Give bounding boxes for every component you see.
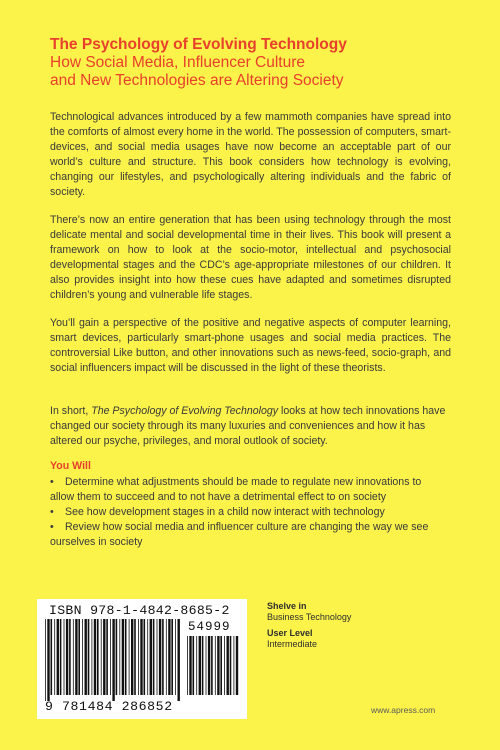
price-code: 54999: [188, 620, 231, 634]
barcode-bar: [103, 619, 105, 695]
barcode-bar: [69, 619, 71, 695]
list-item-text: ourselves in society: [50, 536, 143, 549]
subtitle-line: How Social Media, Influencer Culture: [50, 54, 306, 71]
barcode-bar: [88, 619, 90, 695]
list-item: [50, 490, 470, 505]
user-level-label: User Level: [267, 628, 313, 638]
barcode-bar: [202, 636, 204, 695]
list-item: [50, 505, 470, 520]
barcode-bar: [85, 619, 87, 695]
barcode-bar: [73, 619, 74, 695]
you-will-list: [50, 475, 470, 550]
barcode-bar: [110, 619, 111, 695]
bullet-icon: •: [50, 476, 54, 488]
barcode-bar: [147, 619, 148, 695]
barcode-bar: [159, 619, 161, 695]
barcode-bar: [234, 636, 235, 695]
barcode-bar: [97, 619, 99, 695]
barcode-bar: [162, 619, 164, 695]
barcode-bar: [125, 619, 127, 695]
barcode-bar: [131, 619, 133, 695]
barcode-bar: [129, 619, 130, 695]
barcode-bar: [138, 619, 139, 695]
barcode-bar: [153, 619, 155, 695]
description-paragraph: You’ll gain a perspective of the positive and negative aspects of computer learning, smart devices, particularly smart-phone usages and social media practices. The controversial Like button, and other innovations such as news-feed, socio-graph, and social influencers impact will be discussed in the light of these theorists.: [50, 317, 451, 375]
summary-paragraph: [50, 404, 451, 449]
shelve-in-block: [267, 601, 351, 623]
list-item-text: Determine what adjustments should be made to regulate new innovations to: [65, 476, 422, 488]
barcode-bar: [150, 619, 152, 695]
barcode-bar: [92, 619, 93, 695]
list-item-text: Review how social media and influencer culture are changing the way we see: [65, 521, 429, 534]
list-item-text: allow them to succeed and to not have a detrimental effect to on society: [50, 491, 387, 504]
summary-prefix: In short,: [50, 405, 92, 417]
bullet-icon: •: [50, 506, 54, 519]
isbn-label: ISBN 978-1-4842-8685-2: [49, 603, 230, 618]
barcode-bar: [217, 636, 219, 695]
barcode-bar: [54, 619, 55, 695]
user-level-block: [267, 628, 317, 650]
barcode-bar: [168, 619, 170, 695]
list-item-text: See how development stages in a child now interact with technology: [65, 506, 385, 519]
barcode-bar: [57, 619, 59, 695]
ean-digits: 9 781484 286852: [45, 699, 173, 714]
barcode-bar: [199, 636, 201, 695]
barcode-bar: [224, 636, 225, 695]
barcode-bar: [78, 619, 80, 695]
barcode-bar: [166, 619, 167, 695]
barcode-bar: [51, 619, 53, 695]
shelve-in-value: Business Technology: [267, 612, 352, 622]
list-item: [50, 520, 470, 535]
barcode-bar: [106, 619, 108, 695]
barcode-bar: [236, 636, 238, 695]
description-paragraph: Technological advances introduced by a few mammoth companies have spread into the comforts of almost every home in the world. The possession of computers, smart-devices, and social media usages have now become an acceptable part of our world’s culture and structure. This book considers how technology is evolving, changing our lifestyles, and psychologically altering individuals and the fabric of society.: [50, 111, 451, 199]
barcode-bar: [45, 619, 46, 701]
barcode-bar: [47, 619, 49, 701]
summary-suffix: looks at how tech innovations have changed our society through its many luxuries and conveniences and how it has altered our psyche, privileges, and moral outlook of society.: [50, 405, 446, 448]
bullet-icon: •: [50, 521, 54, 534]
price-barcode-bars: [187, 636, 239, 701]
barcode-bar: [140, 619, 142, 695]
barcode-bar: [175, 619, 176, 695]
barcode-bar: [82, 619, 83, 695]
barcode-bar: [211, 636, 213, 695]
barcode-bar: [208, 636, 210, 695]
barcode-bar: [75, 619, 77, 695]
barcode-bar: [134, 619, 136, 695]
barcode-bar: [206, 636, 207, 695]
barcode-bar: [94, 619, 96, 695]
book-title: The Psychology of Evolving Technology: [50, 36, 347, 53]
barcode-bars: [45, 619, 181, 701]
barcode-panel: [37, 599, 247, 719]
you-will-heading: You Will: [50, 460, 91, 472]
user-level-value: Intermediate: [267, 639, 318, 649]
barcode-bar: [230, 636, 232, 695]
barcode-bar: [227, 636, 229, 695]
barcode-bar: [171, 619, 173, 695]
barcode-bar: [101, 619, 102, 695]
barcode-bar: [220, 636, 222, 695]
description-paragraph: There’s now an entire generation that has been using technology through the most delicate mental and social developmental time in their lives. This book will present a framework on how to look at the socio-motor, intellectual and psychosocial developmental stages and the CDC’s age-appropriate milestones of our children. It also provides insight into how these cues have adapted and sometimes disrupted children’s young and vulnerable life stages.: [50, 214, 451, 302]
barcode-bar: [116, 619, 118, 695]
barcode-bar: [60, 619, 62, 695]
subtitle-line: and New Technologies are Altering Society: [50, 72, 344, 89]
barcode-bar: [193, 636, 195, 695]
barcode-bar: [122, 619, 124, 695]
list-item: [50, 475, 470, 490]
barcode-bar: [215, 636, 216, 695]
book-subtitle: [50, 54, 470, 90]
summary-title-italic: The Psychology of Evolving Technology: [91, 405, 279, 417]
barcode-bar: [66, 619, 68, 695]
barcode-bar: [189, 636, 191, 695]
barcode-bar: [144, 619, 146, 695]
barcode-bar: [64, 619, 65, 695]
list-item: [50, 535, 470, 550]
barcode-bar: [196, 636, 197, 695]
barcode-bar: [119, 619, 120, 695]
barcode-bar: [157, 619, 158, 695]
barcode-bar: [112, 619, 114, 701]
shelve-in-label: Shelve in: [267, 601, 307, 611]
website-link[interactable]: www.apress.com: [371, 705, 436, 715]
barcode-bar: [178, 619, 180, 701]
barcode-bar: [187, 636, 188, 695]
